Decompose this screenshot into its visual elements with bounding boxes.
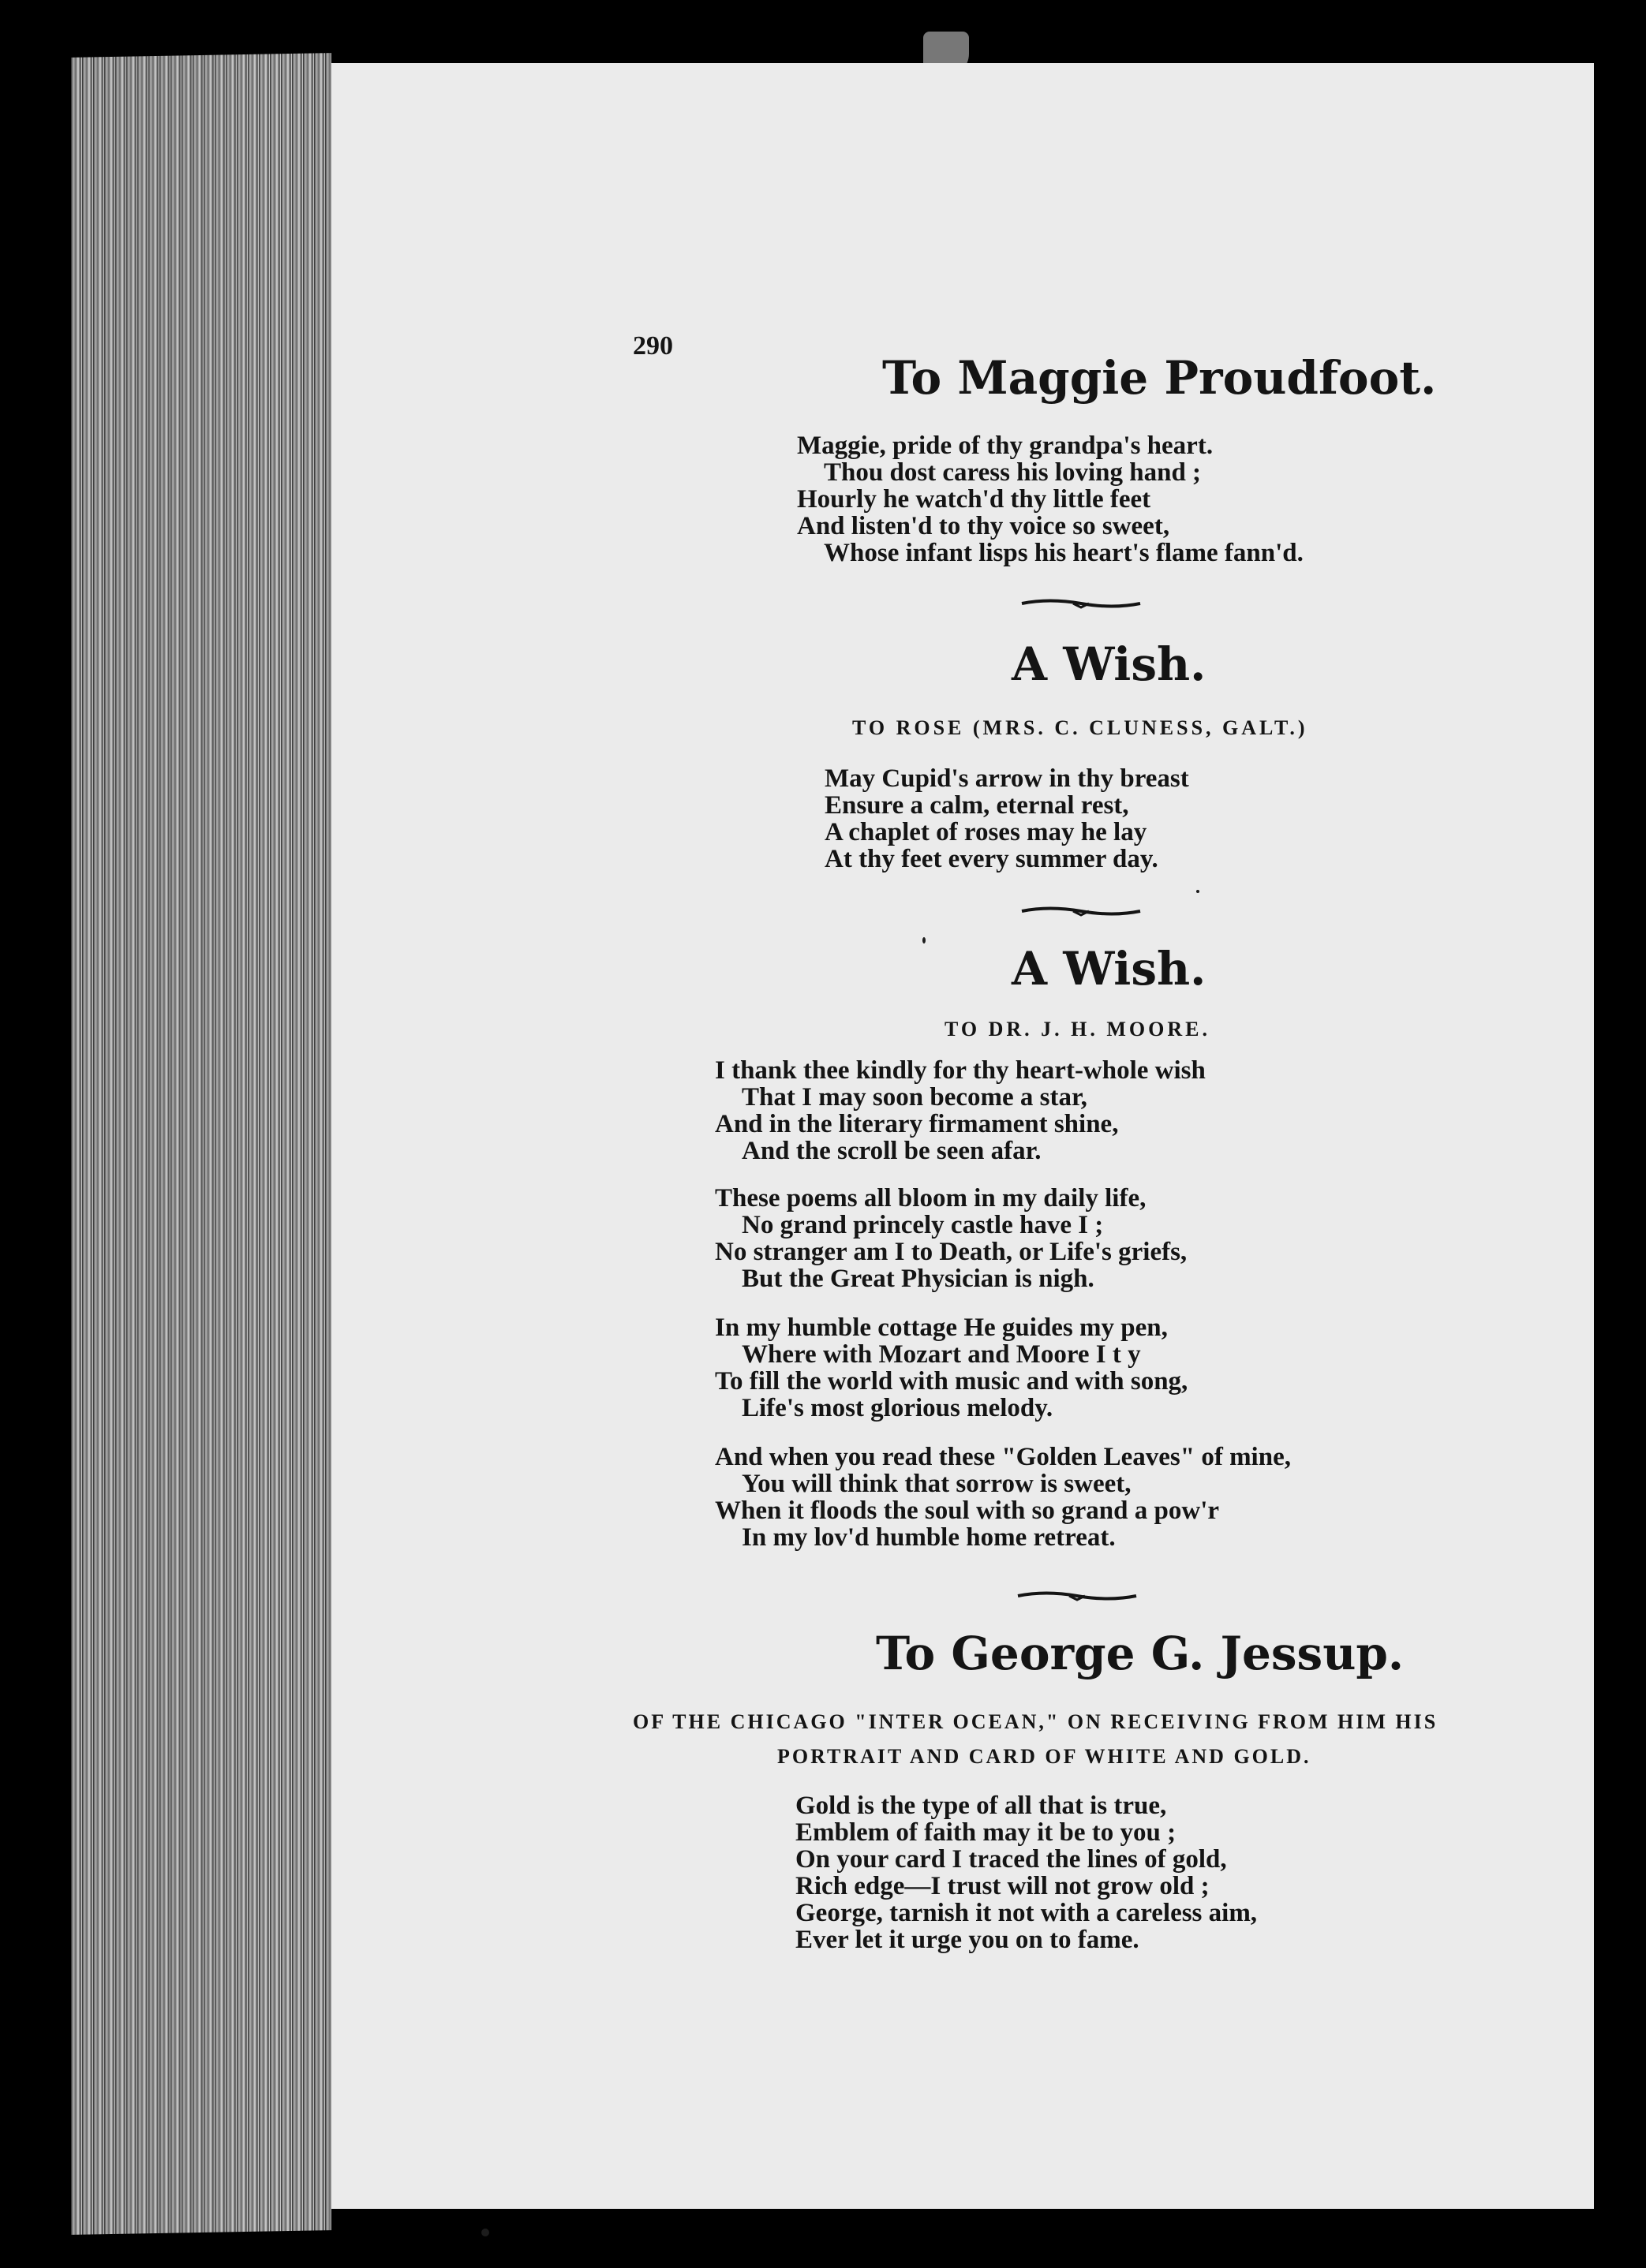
poem-line: And the scroll be seen afar.	[742, 1137, 1042, 1165]
book-page-edges	[71, 53, 331, 2235]
poem-dedication: TO ROSE (MRS. C. CLUNESS, GALT.)	[852, 716, 1308, 739]
poem-stanza	[795, 1792, 1257, 1953]
poem-line: Ever let it urge you on to fame.	[795, 1926, 1139, 1954]
section-divider-ornament	[1018, 904, 1144, 918]
poem-line: When it floods the soul with so grand a pow'r	[715, 1496, 1220, 1525]
poem-line: George, tarnish it not with a careless aim,	[795, 1899, 1258, 1927]
scan-speck	[1196, 890, 1199, 893]
poem-title: A Wish.	[1012, 942, 1206, 996]
poem-line: Where with Mozart and Moore I t y	[742, 1340, 1141, 1369]
poem-line: Hourly he watch'd thy little feet	[797, 485, 1151, 514]
poem-line: No grand princely castle have I ;	[742, 1211, 1104, 1239]
poem-line: And listen'd to thy voice so sweet,	[797, 512, 1170, 540]
poem-line: No stranger am I to Death, or Life's griefs,	[715, 1238, 1188, 1266]
poem-line: To fill the world with music and with song,	[715, 1367, 1188, 1396]
section-divider-ornament	[1018, 596, 1144, 611]
poem-stanza	[797, 432, 1304, 566]
poem-line: Rich edge—I trust will not grow old ;	[795, 1872, 1210, 1900]
page-number: 290	[633, 331, 673, 361]
poem-line: Ensure a calm, eternal rest,	[825, 791, 1129, 820]
poem-stanza	[715, 1057, 1206, 1164]
scan-speck	[481, 2229, 489, 2236]
poem-line: Life's most glorious melody.	[742, 1394, 1053, 1422]
poem-title: A Wish.	[1012, 637, 1206, 691]
poem-line: And in the literary firmament shine,	[715, 1110, 1119, 1138]
poem-title: To Maggie Proudfoot.	[882, 351, 1437, 405]
poem-line: Emblem of faith may it be to you ;	[795, 1818, 1177, 1847]
poem-stanza	[715, 1314, 1188, 1422]
poem-line: Gold is the type of all that is true,	[795, 1792, 1167, 1820]
poem-dedication: PORTRAIT AND CARD OF WHITE AND GOLD.	[777, 1745, 1311, 1768]
scan-speck	[922, 937, 926, 943]
poem-line: But the Great Physician is nigh.	[742, 1265, 1094, 1293]
section-divider-ornament	[1014, 1589, 1140, 1603]
poem-line: On your card I traced the lines of gold,	[795, 1845, 1227, 1874]
poem-stanza	[715, 1185, 1187, 1292]
poem-line: In my lov'd humble home retreat.	[742, 1523, 1116, 1552]
poem-stanza	[825, 765, 1189, 872]
poem-line: You will think that sorrow is sweet,	[742, 1470, 1132, 1498]
poem-line: Thou dost caress his loving hand ;	[824, 458, 1202, 487]
poem-line: Whose infant lisps his heart's flame fann'd.	[824, 539, 1304, 567]
poem-line: I thank thee kindly for thy heart-whole wish	[715, 1056, 1206, 1085]
poem-line: That I may soon become a star,	[742, 1083, 1087, 1112]
poem-line: And when you read these "Golden Leaves" of mine,	[715, 1443, 1291, 1471]
poem-line: These poems all bloom in my daily life,	[715, 1184, 1147, 1212]
poem-dedication: TO DR. J. H. MOORE.	[945, 1018, 1210, 1041]
poem-line: In my humble cottage He guides my pen,	[715, 1313, 1168, 1342]
poem-title: To George G. Jessup.	[876, 1627, 1405, 1680]
poem-dedication: OF THE CHICAGO "INTER OCEAN," ON RECEIVING FROM HIM HIS	[633, 1710, 1438, 1733]
poem-line: May Cupid's arrow in thy breast	[825, 764, 1189, 793]
poem-line: At thy feet every summer day.	[825, 845, 1158, 873]
poem-stanza	[715, 1444, 1291, 1551]
poem-line: Maggie, pride of thy grandpa's heart.	[797, 432, 1214, 460]
poem-line: A chaplet of roses may he lay	[825, 818, 1147, 846]
